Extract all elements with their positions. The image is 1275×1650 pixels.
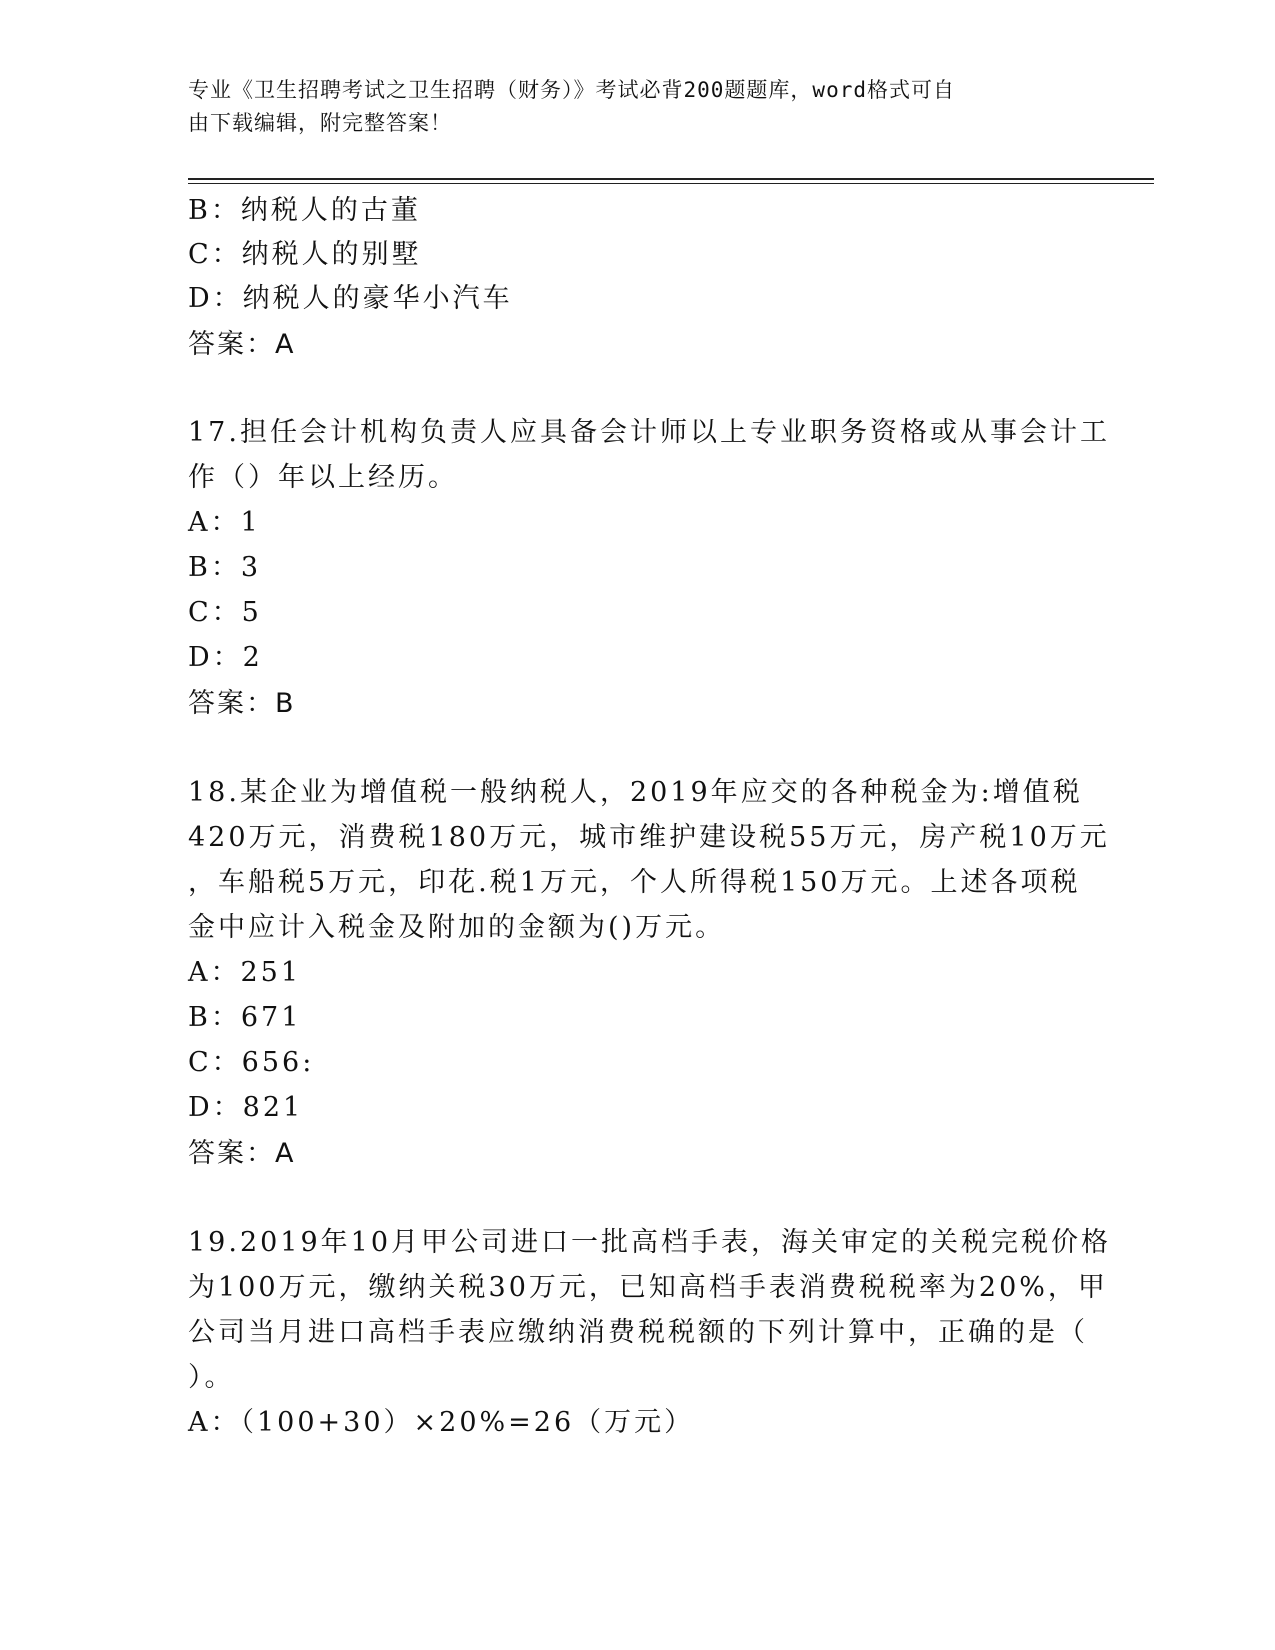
page-header (188, 74, 1068, 140)
q18-option-c: C：656: (188, 1047, 315, 1078)
q16-answer: 答案：A (188, 329, 296, 360)
q19-stem-line-3: 公司当月进口高档手表应缴纳消费税税额的下列计算中，正确的是（ (188, 1317, 1088, 1348)
q17-stem-line-2: 作（）年以上经历。 (188, 462, 458, 493)
q16-option-b: B：纳税人的古董 (188, 195, 421, 226)
q18-option-d: D：821 (188, 1092, 304, 1123)
q19-option-a: A：（100+30）×20%=26（万元） (188, 1407, 695, 1438)
q19-stem-line-2: 为100万元，缴纳关税30万元，已知高档手表消费税税率为20%，甲 (188, 1272, 1108, 1303)
q17-option-c: C：5 (188, 597, 262, 628)
header-title-line-1: 专业《卫生招聘考试之卫生招聘（财务）》考试必背200题题库，word格式可自 (188, 78, 955, 102)
header-divider-thick (188, 178, 1154, 180)
header-title-line-2: 由下载编辑，附完整答案！ (188, 111, 452, 135)
q17-option-b: B：3 (188, 552, 262, 583)
q16-option-c: C：纳税人的别墅 (188, 239, 422, 270)
q18-option-b: B：671 (188, 1002, 302, 1033)
q18-stem-line-1: 18.某企业为增值税一般纳税人，2019年应交的各种税金为:增值税 (188, 777, 1083, 808)
q16-option-d: D：纳税人的豪华小汽车 (188, 283, 513, 314)
header-divider-thin (188, 183, 1154, 184)
q18-option-a: A：251 (188, 957, 302, 988)
q18-stem-line-2: 420万元，消费税180万元，城市维护建设税55万元，房产税10万元 (188, 822, 1110, 853)
q18-answer: 答案：A (188, 1138, 296, 1169)
q18-stem-line-4: 金中应计入税金及附加的金额为()万元。 (188, 912, 726, 943)
q18-stem-line-3: ，车船税5万元，印花.税1万元，个人所得税150万元。上述各项税 (188, 867, 1081, 898)
q17-stem-line-1: 17.担任会计机构负责人应具备会计师以上专业职务资格或从事会计工 (188, 417, 1110, 448)
q17-answer: 答案：B (188, 688, 296, 719)
q19-stem-line-4: ）。 (188, 1362, 235, 1393)
q17-option-d: D：2 (188, 642, 263, 673)
q17-option-a: A：1 (188, 507, 261, 538)
q19-stem-line-1: 19.2019年10月甲公司进口一批高档手表，海关审定的关税完税价格 (188, 1227, 1112, 1258)
